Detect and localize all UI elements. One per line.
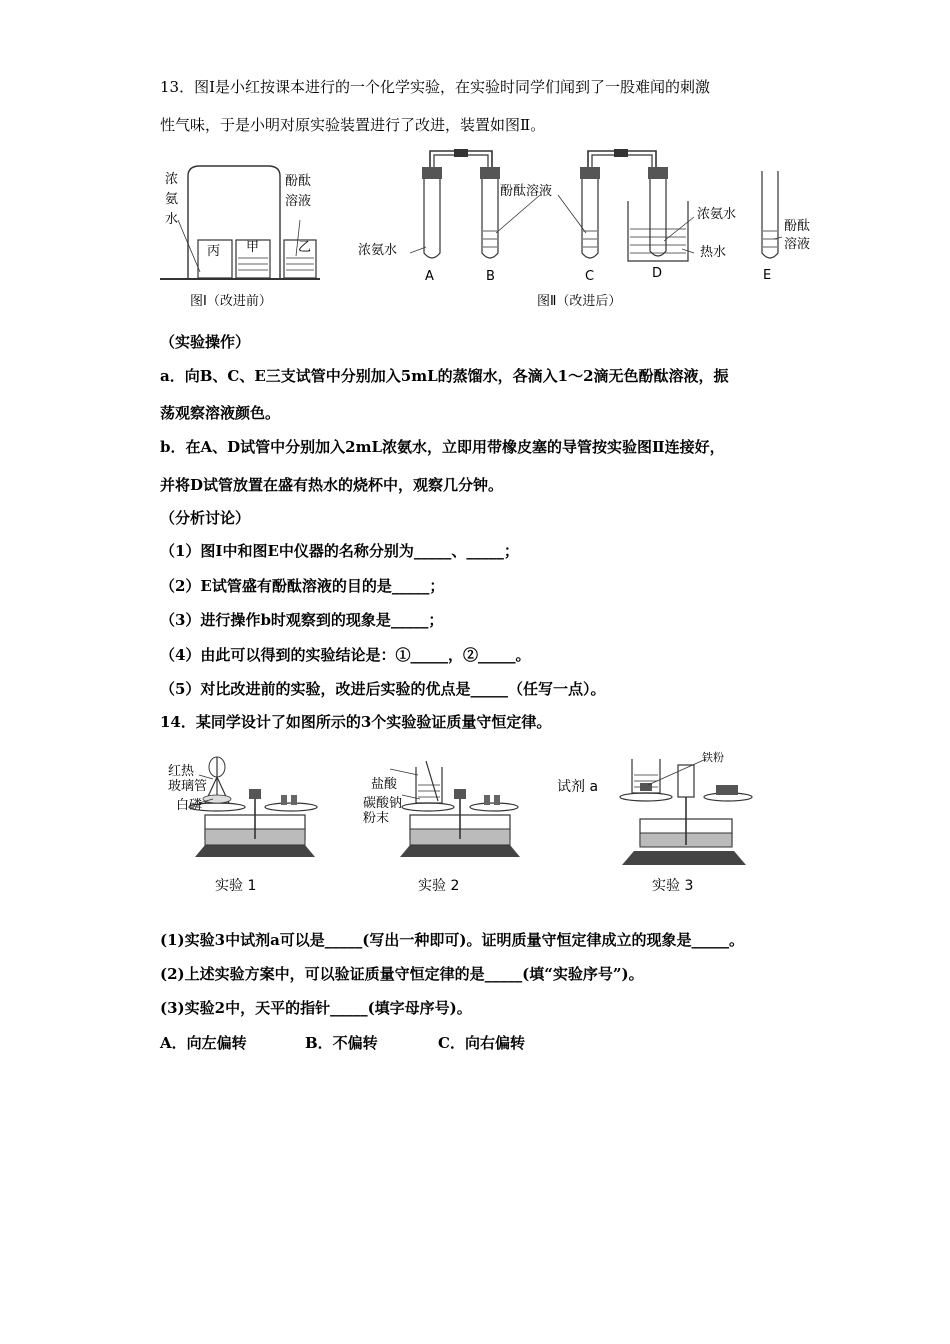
fig2-label-phenol-e-1: 酚酞 bbox=[784, 219, 811, 234]
figure-2-diagram bbox=[410, 145, 820, 275]
fig1-label-ammonia bbox=[165, 170, 178, 230]
fig1-label-phenol-2: 溶液 bbox=[285, 194, 312, 209]
fig1-label-ammonia-1: 浓 bbox=[165, 172, 179, 187]
exp1-label-glass-2: 玻璃管 bbox=[168, 779, 208, 794]
fig2-caption: 图Ⅱ（改进后） bbox=[537, 294, 622, 309]
q13-line1: 13．图Ⅰ是小红按课本进行的一个化学实验，在实验时同学们闻到了一股难闻的刺激 bbox=[160, 78, 711, 96]
exp3-label-reagent: 试剂 a bbox=[557, 779, 599, 795]
exp2-label-na2co3-2: 粉末 bbox=[363, 811, 390, 826]
exp3-label-iron: 铁粉 bbox=[702, 751, 724, 764]
op-a-line1: a．向B、C、E三支试管中分别加入5mL的蒸馏水，各滴入1～2滴无色酚酞溶液，振 bbox=[160, 367, 729, 385]
q13-sub4: （4）由此可以得到的实验结论是：①_____，②_____。 bbox=[160, 646, 531, 664]
q14-title: 14．某同学设计了如图所示的3个实验验证质量守恒定律。 bbox=[160, 713, 552, 731]
option-b: B．不偏转 bbox=[305, 1034, 378, 1052]
fig2-tube-e: E bbox=[763, 268, 772, 283]
fig1-beaker-yi: 乙 bbox=[298, 240, 312, 255]
fig1-beaker-jia: 甲 bbox=[246, 240, 260, 255]
exp3-diagram bbox=[600, 745, 760, 867]
fig1-label-phenol bbox=[285, 172, 311, 212]
q14-sub1: (1)实验3中试剂a可以是_____(写出一种即可)。证明质量守恒定律成立的现象是_____。 bbox=[160, 931, 744, 949]
exp2-label-hcl: 盐酸 bbox=[371, 777, 398, 792]
q14-sub2: (2)上述实验方案中，可以验证质量守恒定律的是_____(填“实验序号”)。 bbox=[160, 965, 644, 983]
fig1-label-ammonia-2: 氨 bbox=[165, 192, 179, 207]
exp1-label-glass bbox=[168, 764, 207, 794]
op-a-line2: 荡观察溶液颜色。 bbox=[160, 404, 281, 422]
fig2-tube-a: A bbox=[425, 269, 434, 284]
exp1-label-phosphorus: 白磷 bbox=[176, 798, 203, 813]
exp2-label-na2co3-1: 碳酸钠 bbox=[363, 796, 403, 811]
fig1-caption: 图Ⅰ（改进前） bbox=[190, 294, 272, 309]
fig1-label-ammonia-3: 水 bbox=[165, 212, 179, 227]
fig2-label-phenol-e bbox=[784, 218, 810, 254]
q13-line2: 性气味，于是小明对原实验装置进行了改进，装置如图Ⅱ。 bbox=[160, 116, 546, 134]
fig1-label-phenol-1: 酚酞 bbox=[285, 174, 312, 189]
q13-sub2: （2）E试管盛有酚酞溶液的目的是_____； bbox=[160, 577, 445, 595]
exp3-caption: 实验 3 bbox=[652, 878, 694, 894]
op-b-line2: 并将D试管放置在盛有热水的烧杯中，观察几分钟。 bbox=[160, 476, 504, 494]
q14-sub3: (3)实验2中，天平的指针_____(填字母序号)。 bbox=[160, 999, 472, 1017]
option-a: A．向左偏转 bbox=[160, 1034, 247, 1052]
exp1-label-glass-1: 红热 bbox=[168, 764, 195, 779]
fig2-tube-b: B bbox=[486, 269, 495, 284]
op-b-line1: b．在A、D试管中分别加入2mL浓氨水，立即用带橡皮塞的导管按实验图Ⅱ连接好， bbox=[160, 438, 725, 456]
q13-sub3: （3）进行操作b时观察到的现象是_____； bbox=[160, 611, 444, 629]
fig1-beaker-bing: 丙 bbox=[207, 244, 221, 259]
exp2-caption: 实验 2 bbox=[418, 878, 460, 894]
q13-sub1: （1）图I中和图E中仪器的名称分别为_____、_____； bbox=[160, 542, 519, 560]
fig2-label-phenol-e-2: 溶液 bbox=[784, 237, 811, 252]
q13-sub5: （5）对比改进前的实验，改进后实验的优点是_____（任写一点）。 bbox=[160, 680, 606, 698]
fig2-tube-d: D bbox=[652, 266, 663, 281]
discussion-title: （分析讨论） bbox=[160, 509, 251, 527]
fig2-label-phenol-bc: 酚酞溶液 bbox=[500, 184, 553, 199]
operation-title: （实验操作） bbox=[160, 333, 251, 351]
fig2-label-ammonia-a: 浓氨水 bbox=[358, 243, 398, 258]
exp1-caption: 实验 1 bbox=[215, 878, 257, 894]
option-c: C．向右偏转 bbox=[438, 1034, 525, 1052]
fig2-tube-c: C bbox=[585, 269, 595, 284]
fig2-label-ammonia-d: 浓氨水 bbox=[697, 207, 737, 222]
fig2-label-hot-water: 热水 bbox=[700, 245, 727, 260]
exp2-label-na2co3 bbox=[363, 796, 402, 826]
